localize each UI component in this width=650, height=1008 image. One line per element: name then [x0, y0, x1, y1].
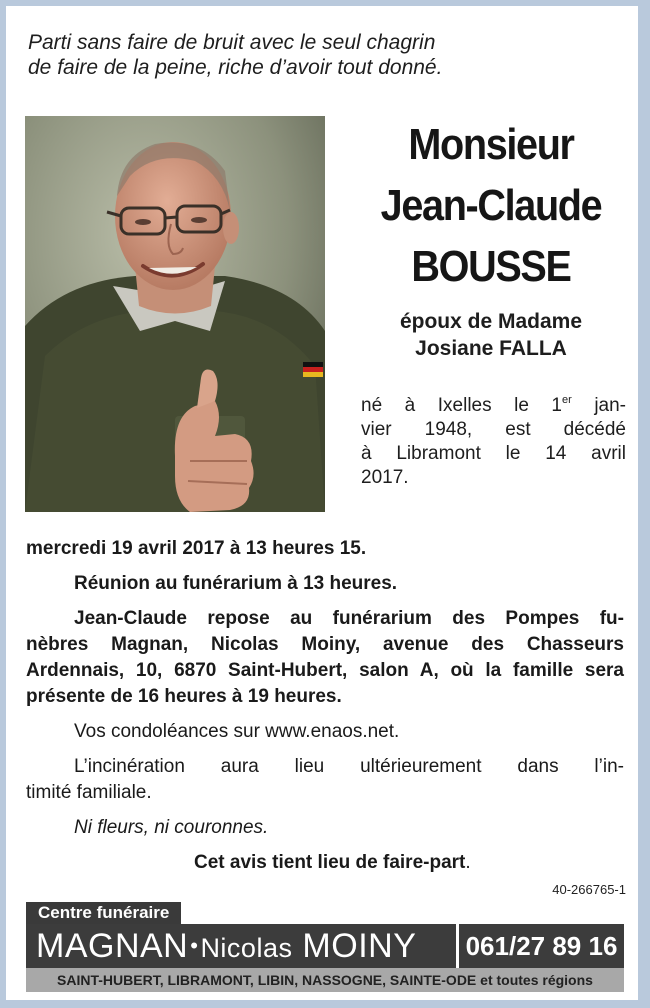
cremation-line-2: timité familiale. — [26, 782, 152, 803]
birth-death-info — [361, 394, 626, 490]
service-locations: SAINT-HUBERT, LIBRAMONT, LIBIN, NASSOGNE, SAINTE-ODE et toutes régions — [26, 968, 624, 992]
deceased-name — [346, 114, 636, 297]
obituary-page — [6, 6, 638, 1000]
reference-number: 40-266765-1 — [552, 882, 626, 897]
banner-tag: Centre funéraire — [26, 902, 181, 924]
birth-line-1-sup: er — [562, 394, 572, 406]
repose-line-3: Ardennais, 10, 6870 Saint-Hubert, salon A, où la famille sera — [26, 660, 624, 681]
motto-line-1: Parti sans faire de bruit avec le seul chagrin — [28, 31, 436, 54]
phone-number[interactable]: 061/27 89 16 — [456, 924, 624, 968]
birth-line-2: vier 1948, est décédé — [361, 419, 626, 440]
motto-line-2: de faire de la peine, riche d’avoir tout donné. — [28, 56, 443, 79]
company-dot: • — [190, 933, 199, 958]
flowers-note: Ni fleurs, ni couronnes. — [74, 817, 269, 838]
notice-period: . — [465, 852, 471, 873]
spouse-line-1: époux de Madame — [399, 310, 583, 333]
birth-line-3: à Libramont le 14 avril — [361, 443, 626, 464]
birth-line-4: 2017. — [361, 467, 409, 488]
birth-line-1-text: né à Ixelles le 1 — [361, 395, 563, 416]
name-first: Jean-Claude — [380, 181, 602, 230]
banner-bar — [26, 924, 624, 968]
company-last: MOINY — [302, 927, 417, 965]
birth-line-1 — [361, 394, 626, 418]
company-name — [36, 924, 416, 968]
name-last: BOUSSE — [411, 242, 571, 291]
spouse-info — [346, 308, 636, 362]
spouse-line-2: Josiane FALLA — [415, 337, 567, 360]
repose-line-2: nèbres Magnan, Nicolas Moiny, avenue des Chasseurs — [26, 634, 624, 655]
cremation-line-1: L’incinération aura lieu ultérieurement dans l’in- — [74, 756, 624, 777]
condolences-link[interactable]: Vos condoléances sur www.enaos.net. — [74, 721, 400, 742]
repose-line-4: présente de 16 heures à 19 heures. — [26, 686, 342, 707]
company-sub: Nicolas — [200, 933, 293, 963]
meeting-time: Réunion au funérarium à 13 heures. — [74, 573, 398, 594]
portrait-photo — [25, 116, 325, 512]
notice-text: Cet avis tient lieu de faire-part — [194, 852, 466, 873]
birth-line-1-end: jan- — [571, 395, 627, 416]
funeral-home-banner — [26, 902, 624, 992]
company-main: MAGNAN — [36, 927, 189, 965]
notice-line — [26, 850, 624, 876]
obituary-body — [26, 536, 624, 876]
repose-line-1: Jean-Claude repose au funérarium des Pompes fu- — [74, 608, 624, 629]
motto — [28, 30, 588, 80]
name-title: Monsieur — [408, 120, 574, 169]
portrait-illustration — [25, 116, 325, 512]
ceremony-date: mercredi 19 avril 2017 à 13 heures 15. — [26, 538, 367, 559]
